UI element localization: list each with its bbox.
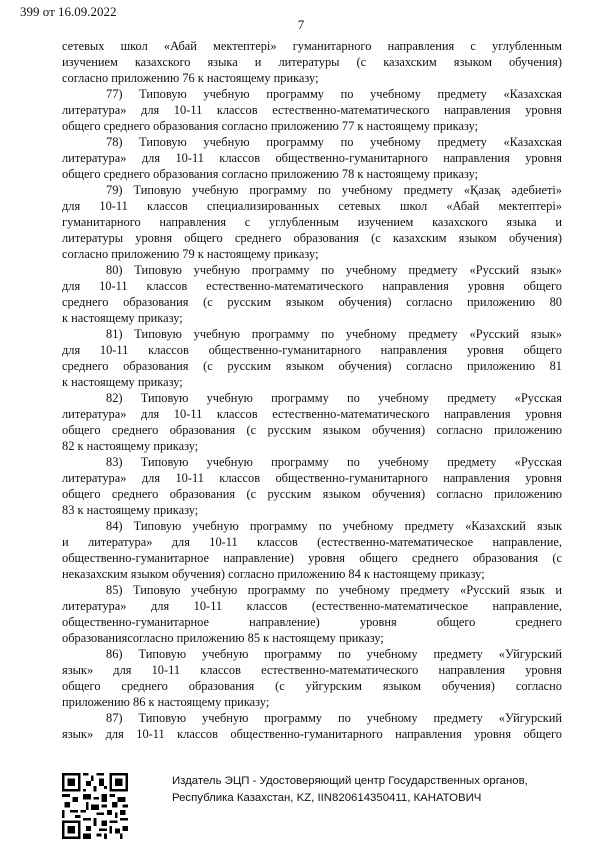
text-line: 79) Типовую учебную программу по учебному предмету «Қазақ әдебиеті»	[106, 183, 562, 197]
qr-code-icon	[62, 773, 128, 839]
text-line: общественно-гуманитарное направление) уровня общего среднего	[62, 615, 562, 629]
text-line: 87) Типовую учебную программу по учебному предмету «Уйгурский	[106, 711, 562, 725]
paragraph-77	[62, 86, 562, 134]
text-line: язык» для 10-11 классов общественно-гуманитарного направления уровня общего	[62, 727, 562, 741]
signature-footer	[62, 773, 562, 843]
text-line: 80) Типовую учебную программу по учебному предмету «Русский язык»	[106, 263, 562, 277]
text-line: 85) Типовую учебную программу по учебному предмету «Русский язык и	[106, 583, 562, 597]
text-line: согласно приложению 76 к настоящему приказу;	[62, 71, 319, 85]
text-line: общего среднего образования согласно приложению 77 к настоящему приказу;	[62, 119, 479, 133]
text-line: для 10-11 классов специализированных сетевых школ «Абай мектептері»	[62, 199, 562, 213]
text-line: общего среднего образования (с уйгурским языком обучения) согласно	[62, 679, 562, 693]
signature-issuer	[172, 773, 562, 807]
document-body	[62, 38, 562, 742]
text-line: общего среднего образования согласно приложению 78 к настоящему приказу;	[62, 167, 479, 181]
text-line: 78) Типовую учебную программу по учебному предмету «Казахская	[106, 135, 562, 149]
paragraph-87	[62, 710, 562, 742]
text-line: 77) Типовую учебную программу по учебному предмету «Казахская	[106, 87, 562, 101]
text-line: литература» для 10-11 классов естественно-математического направления уровня	[62, 103, 562, 117]
signature-issuer-line: Издатель ЭЦП - Удостоверяющий центр Государственных органов,	[172, 775, 528, 787]
text-line: 83) Типовую учебную программу по учебному предмету «Русская	[106, 455, 562, 469]
text-line: 84) Типовую учебную программу по учебному предмету «Казахский язык	[106, 519, 562, 533]
paragraph-76-continuation	[62, 38, 562, 86]
paragraph-85	[62, 582, 562, 646]
text-line: литературы уровня общего среднего образования (с казахским языком обучения)	[62, 231, 562, 245]
text-line: среднего образования (с русским языком обучения) согласно приложению 81	[62, 359, 562, 373]
text-line: к настоящему приказу;	[62, 375, 183, 389]
text-line: для 10-11 классов естественно-математического направления уровня общего	[62, 279, 562, 293]
text-line: язык» для 10-11 классов естественно-математического направления уровня	[62, 663, 562, 677]
signature-issuer-line: Республика Казахстан, KZ, IIN820614350411, КАНАТОВИЧ	[172, 792, 482, 804]
text-line: гуманитарного направления с углубленным изучением казахского языка и	[62, 215, 562, 229]
text-line: к настоящему приказу;	[62, 311, 183, 325]
paragraph-82	[62, 390, 562, 454]
text-line: 81) Типовую учебную программу по учебному предмету «Русский язык»	[106, 327, 562, 341]
text-line: 86) Типовую учебную программу по учебному предмету «Уйгурский	[106, 647, 562, 661]
text-line: литература» для 10-11 классов естественно-математического направления уровня	[62, 407, 562, 421]
text-line: и литература» для 10-11 классов (естественно-математическое направление,	[62, 535, 562, 549]
text-line: литература» для 10-11 классов общественно-гуманитарного направления уровня	[62, 471, 562, 485]
text-line: общественно-гуманитарное направление) уровня общего среднего образования (с	[62, 551, 562, 565]
text-line: литература» для 10-11 классов (естественно-математическое направление,	[62, 599, 562, 613]
paragraph-86	[62, 646, 562, 710]
text-line: неказахским языком обучения) согласно приложению 84 к настоящему приказу;	[62, 567, 485, 581]
text-line: образованиясогласно приложению 85 к настоящему приказу;	[62, 631, 384, 645]
text-line: общего среднего образования (с русским языком обучения) согласно приложению	[62, 423, 562, 437]
text-line: приложению 86 к настоящему приказу;	[62, 695, 270, 709]
text-line: изучением казахского языка и литературы (с казахским языком обучения)	[62, 55, 562, 69]
paragraph-83	[62, 454, 562, 518]
text-line: литература» для 10-11 классов общественно-гуманитарного направления уровня	[62, 151, 562, 165]
document-number: 399 от 16.09.2022	[20, 4, 117, 19]
text-line: 82) Типовую учебную программу по учебному предмету «Русская	[106, 391, 562, 405]
text-line: согласно приложению 79 к настоящему приказу;	[62, 247, 319, 261]
text-line: общего среднего образования (с русским языком обучения) согласно приложению	[62, 487, 562, 501]
text-line: 82 к настоящему приказу;	[62, 439, 199, 453]
paragraph-84	[62, 518, 562, 582]
text-line: для 10-11 классов общественно-гуманитарного направления уровня общего	[62, 343, 562, 357]
paragraph-79	[62, 182, 562, 262]
text-line: сетевых школ «Абай мектептері» гуманитарного направления с углубленным	[62, 39, 562, 53]
paragraph-80	[62, 262, 562, 326]
text-line: среднего образования (с русским языком обучения) согласно приложению 80	[62, 295, 562, 309]
paragraph-81	[62, 326, 562, 390]
paragraph-78	[62, 134, 562, 182]
page-number: 7	[297, 17, 305, 32]
text-line: 83 к настоящему приказу;	[62, 503, 199, 517]
